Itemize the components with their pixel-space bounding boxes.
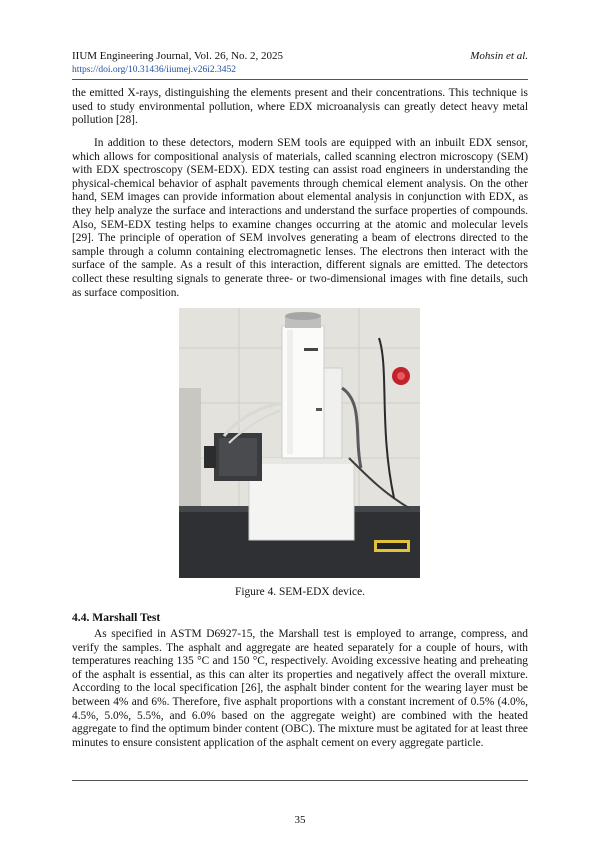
body-paragraph-2 [72, 137, 528, 300]
journal-citation: IIUM Engineering Journal, Vol. 26, No. 2, 2025 [72, 50, 284, 62]
header-divider [72, 79, 528, 80]
paragraph-text: In addition to these detectors, modern SEM tools are equipped with an inbuilt EDX sensor, which allows for compositional analysis of materials, called scanning electron microscopy (SEM) with EDX spectroscopy (SEM-EDX). EDX testing can assist road engineers in understanding the physical-chemical behavior of asphalt pavements through chemical element analysis. On the other hand, SEM images can provide information about elemental analysis in conjunction with EDX, as they help analyze the surface and interactions and understand the surface properties of compounds. Also, SEM-EDX testing helps to examine changes occurring at the atomic and molecular levels [29]. The principle of operation of SEM involves generating a beam of electrons directed to the sample through a column containing electromagnetic lenses. The electrons then interact with the surface of the sample. As a result of this interaction, different signals are emitted. The detectors collect these resulting signals to generate three- or two-dimensional images with fine details, such as surface composition. [72, 137, 528, 299]
figure-caption: Figure 4. SEM-EDX device. [234, 586, 366, 598]
running-author: Mohsin et al. [470, 50, 528, 62]
doi-link[interactable]: https://doi.org/10.31436/iiumej.v26i2.3452 [72, 65, 236, 75]
body-paragraph-3 [72, 628, 528, 750]
section-heading: 4.4. Marshall Test [72, 611, 161, 624]
footer-divider [72, 780, 528, 781]
page-header [72, 50, 528, 80]
paragraph-text: the emitted X-rays, distinguishing the elements present and their concentrations. This technique is used to study environmental pollution, where EDX microanalysis can greatly detect heavy metal pollution [28]. [72, 87, 528, 127]
body-paragraph-1 [72, 87, 528, 128]
sem-edx-device-illustration [179, 308, 420, 578]
paragraph-text: As specified in ASTM D6927-15, the Marshall test is employed to arrange, compress, and verify the samples. The asphalt and aggregate are heated separately for a couple of hours, with temperatures reaching 135 °C and 150 °C, respectively. Avoiding excessive heating and preheating of the asphalt is essential, as this can alter its properties and negatively affect the overall mixture. According to the local specification [26], the asphalt binder content for the wearing layer must be between 4% and 6%. Therefore, five asphalt proportions with a constant increment of 0.5% (4.0%, 4.5%, 5.0%, 5.5%, and 6.0% based on the aggregate weight) are combined with the heated aggregate to find the optimum binder content (OBC). The mixture must be agitated for at least three minutes to ensure consistent application of the asphalt cement on every aggregate particle. [72, 628, 528, 749]
page-number: 35 [294, 814, 306, 826]
sem-edx-device-photo [179, 308, 420, 578]
